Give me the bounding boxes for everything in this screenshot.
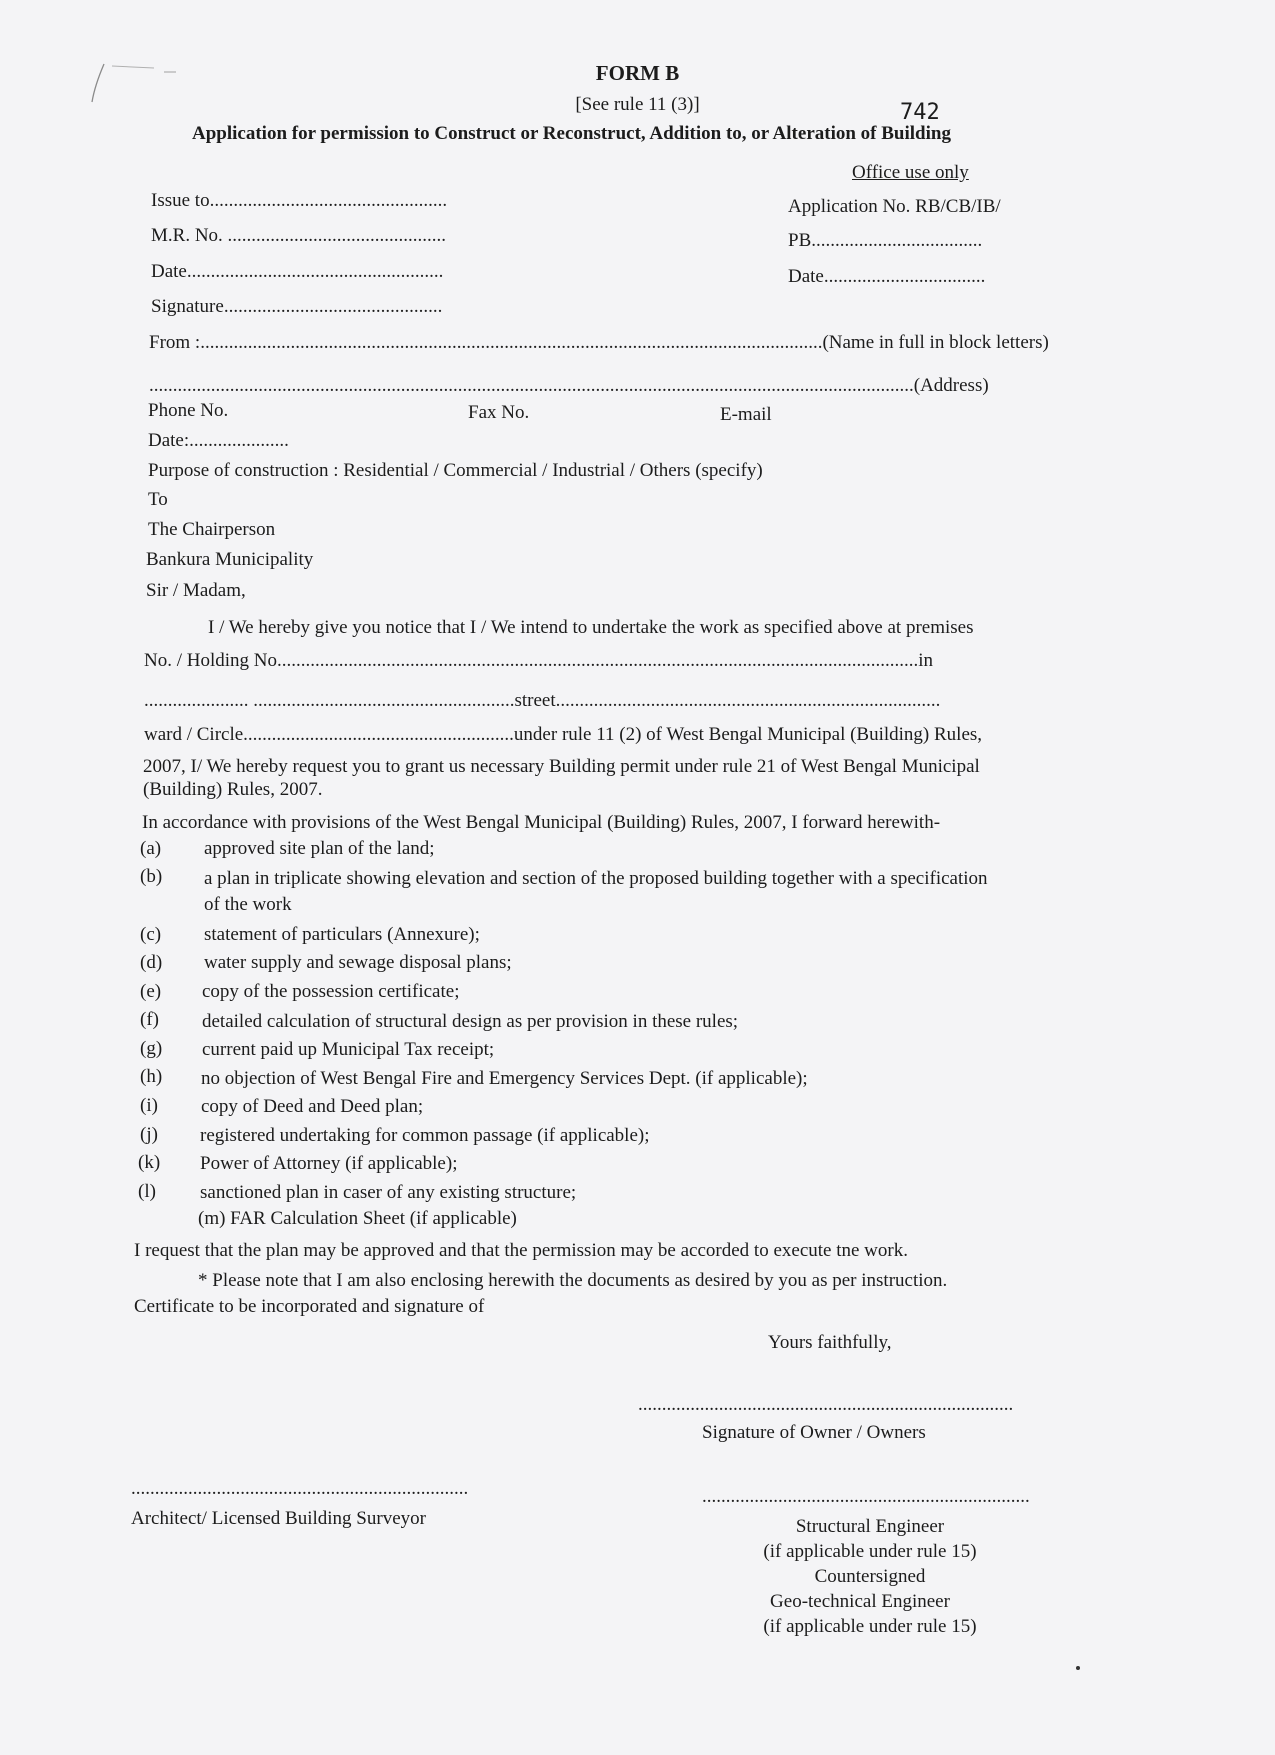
enclosing-note: * Please note that I am also enclosing herewith the documents as desired by you as per instruction.: [198, 1270, 948, 1291]
enclosure-label: (a): [140, 838, 162, 859]
enclosure-text: registered undertaking for common passage (if applicable);: [200, 1125, 650, 1146]
accordance-paragraph: In accordance with provisions of the West Bengal Municipal (Building) Rules, 2007, I forward herewith-: [142, 812, 941, 833]
addressee-designation: The Chairperson: [148, 519, 276, 540]
enclosure-label: (e): [140, 981, 162, 1002]
holding-no-field: No. / Holding No.......................................................................................................................................in: [144, 650, 934, 671]
signature-field: Signature..............................................: [151, 296, 443, 317]
enclosure-label: (f): [140, 1009, 159, 1030]
geotechnical-engineer-label: Geo-technical Engineer: [770, 1591, 950, 1612]
handwritten-number: 742: [900, 100, 940, 125]
structural-engineer-condition: (if applicable under rule 15): [763, 1541, 977, 1562]
to-label: To: [148, 489, 168, 510]
enclosure-label: (h): [140, 1066, 163, 1087]
approval-request: I request that the plan may be approved and that the permission may be accorded to execute tne work.: [134, 1240, 908, 1261]
office-use-heading: Office use only: [852, 162, 969, 183]
form-title: FORM B: [595, 61, 680, 85]
enclosure-label: (l): [138, 1181, 156, 1202]
enclosure-m: (m) FAR Calculation Sheet (if applicable): [198, 1208, 517, 1229]
mr-no-field: M.R. No. ..............................................: [151, 225, 447, 246]
owner-signature-label: Signature of Owner / Owners: [702, 1422, 926, 1443]
enclosure-label: (c): [140, 924, 162, 945]
scan-dot-mark: [1074, 1664, 1082, 1672]
enclosure-text: no objection of West Bengal Fire and Emergency Services Dept. (if applicable);: [201, 1068, 808, 1089]
countersigned-label: Countersigned: [814, 1566, 926, 1587]
enclosure-text: a plan in triplicate showing elevation and section of the proposed building together with a specification: [204, 868, 988, 889]
certificate-line: Certificate to be incorporated and signature of: [134, 1296, 485, 1317]
phone-label: Phone No.: [148, 400, 229, 421]
engineer-signature-line: .....................................................................: [702, 1486, 1030, 1507]
architect-label: Architect/ Licensed Building Surveyor: [131, 1508, 426, 1529]
enclosure-text: current paid up Municipal Tax receipt;: [202, 1039, 495, 1060]
application-no-field: Application No. RB/CB/IB/: [788, 196, 1001, 217]
rule-reference: [See rule 11 (3)]: [575, 94, 700, 115]
left-date-field: Date......................................................: [151, 261, 444, 282]
email-label: E-mail: [720, 404, 772, 425]
notice-paragraph: I / We hereby give you notice that I / We intend to undertake the work as specified above at premises: [208, 617, 974, 638]
request-line-1: 2007, I/ We hereby request you to grant us necessary Building permit under rule 21 of West Bengal Municipal: [143, 756, 980, 777]
enclosure-text: detailed calculation of structural design as per provision in these rules;: [202, 1011, 739, 1032]
purpose-of-construction: Purpose of construction : Residential / Commercial / Industrial / Others (specify): [148, 460, 763, 481]
pb-field: PB....................................: [788, 230, 983, 251]
from-name-field: From :...................................................................................................................................(Name in full in block letters): [149, 332, 1049, 353]
geotechnical-engineer-condition: (if applicable under rule 15): [763, 1616, 977, 1637]
enclosure-text: statement of particulars (Annexure);: [204, 924, 480, 945]
enclosure-text: water supply and sewage disposal plans;: [204, 952, 512, 973]
enclosure-label: (b): [140, 866, 163, 887]
fax-label: Fax No.: [468, 402, 530, 423]
enclosure-text: copy of the possession certificate;: [202, 981, 460, 1002]
enclosure-text: approved site plan of the land;: [204, 838, 435, 859]
enclosure-text: Power of Attorney (if applicable);: [200, 1153, 458, 1174]
request-line-2: (Building) Rules, 2007.: [143, 779, 323, 800]
applicant-date-field: Date:.....................: [148, 430, 289, 451]
enclosure-text: sanctioned plan in caser of any existing structure;: [200, 1182, 577, 1203]
yours-faithfully: Yours faithfully,: [768, 1332, 892, 1353]
enclosure-label: (j): [140, 1124, 158, 1145]
enclosure-label: (g): [140, 1038, 163, 1059]
architect-signature-line: .......................................................................: [131, 1478, 469, 1499]
owner-signature-line: ...............................................................................: [638, 1394, 1014, 1415]
street-field: ...................... .......................................................street.................................................................................: [144, 690, 941, 711]
structural-engineer-label: Structural Engineer: [795, 1516, 945, 1537]
issue-to-field: Issue to..................................................: [151, 190, 448, 211]
office-date-field: Date..................................: [788, 266, 986, 287]
addressee-office: Bankura Municipality: [146, 549, 314, 570]
form-heading: Application for permission to Construct or Reconstruct, Addition to, or Alteration of Building: [192, 123, 951, 144]
address-field: .................................................................................................................................................................(Address): [149, 375, 989, 396]
salutation: Sir / Madam,: [146, 580, 246, 601]
enclosure-label: (d): [140, 952, 163, 973]
enclosure-label: (i): [140, 1095, 158, 1116]
enclosure-label: (k): [138, 1152, 161, 1173]
ward-circle-field: ward / Circle.........................................................under rule 11 (2) of West Bengal Municipal (Building) Rules,: [144, 724, 983, 745]
enclosure-text-continued: of the work: [204, 894, 292, 915]
enclosure-text: copy of Deed and Deed plan;: [201, 1096, 424, 1117]
